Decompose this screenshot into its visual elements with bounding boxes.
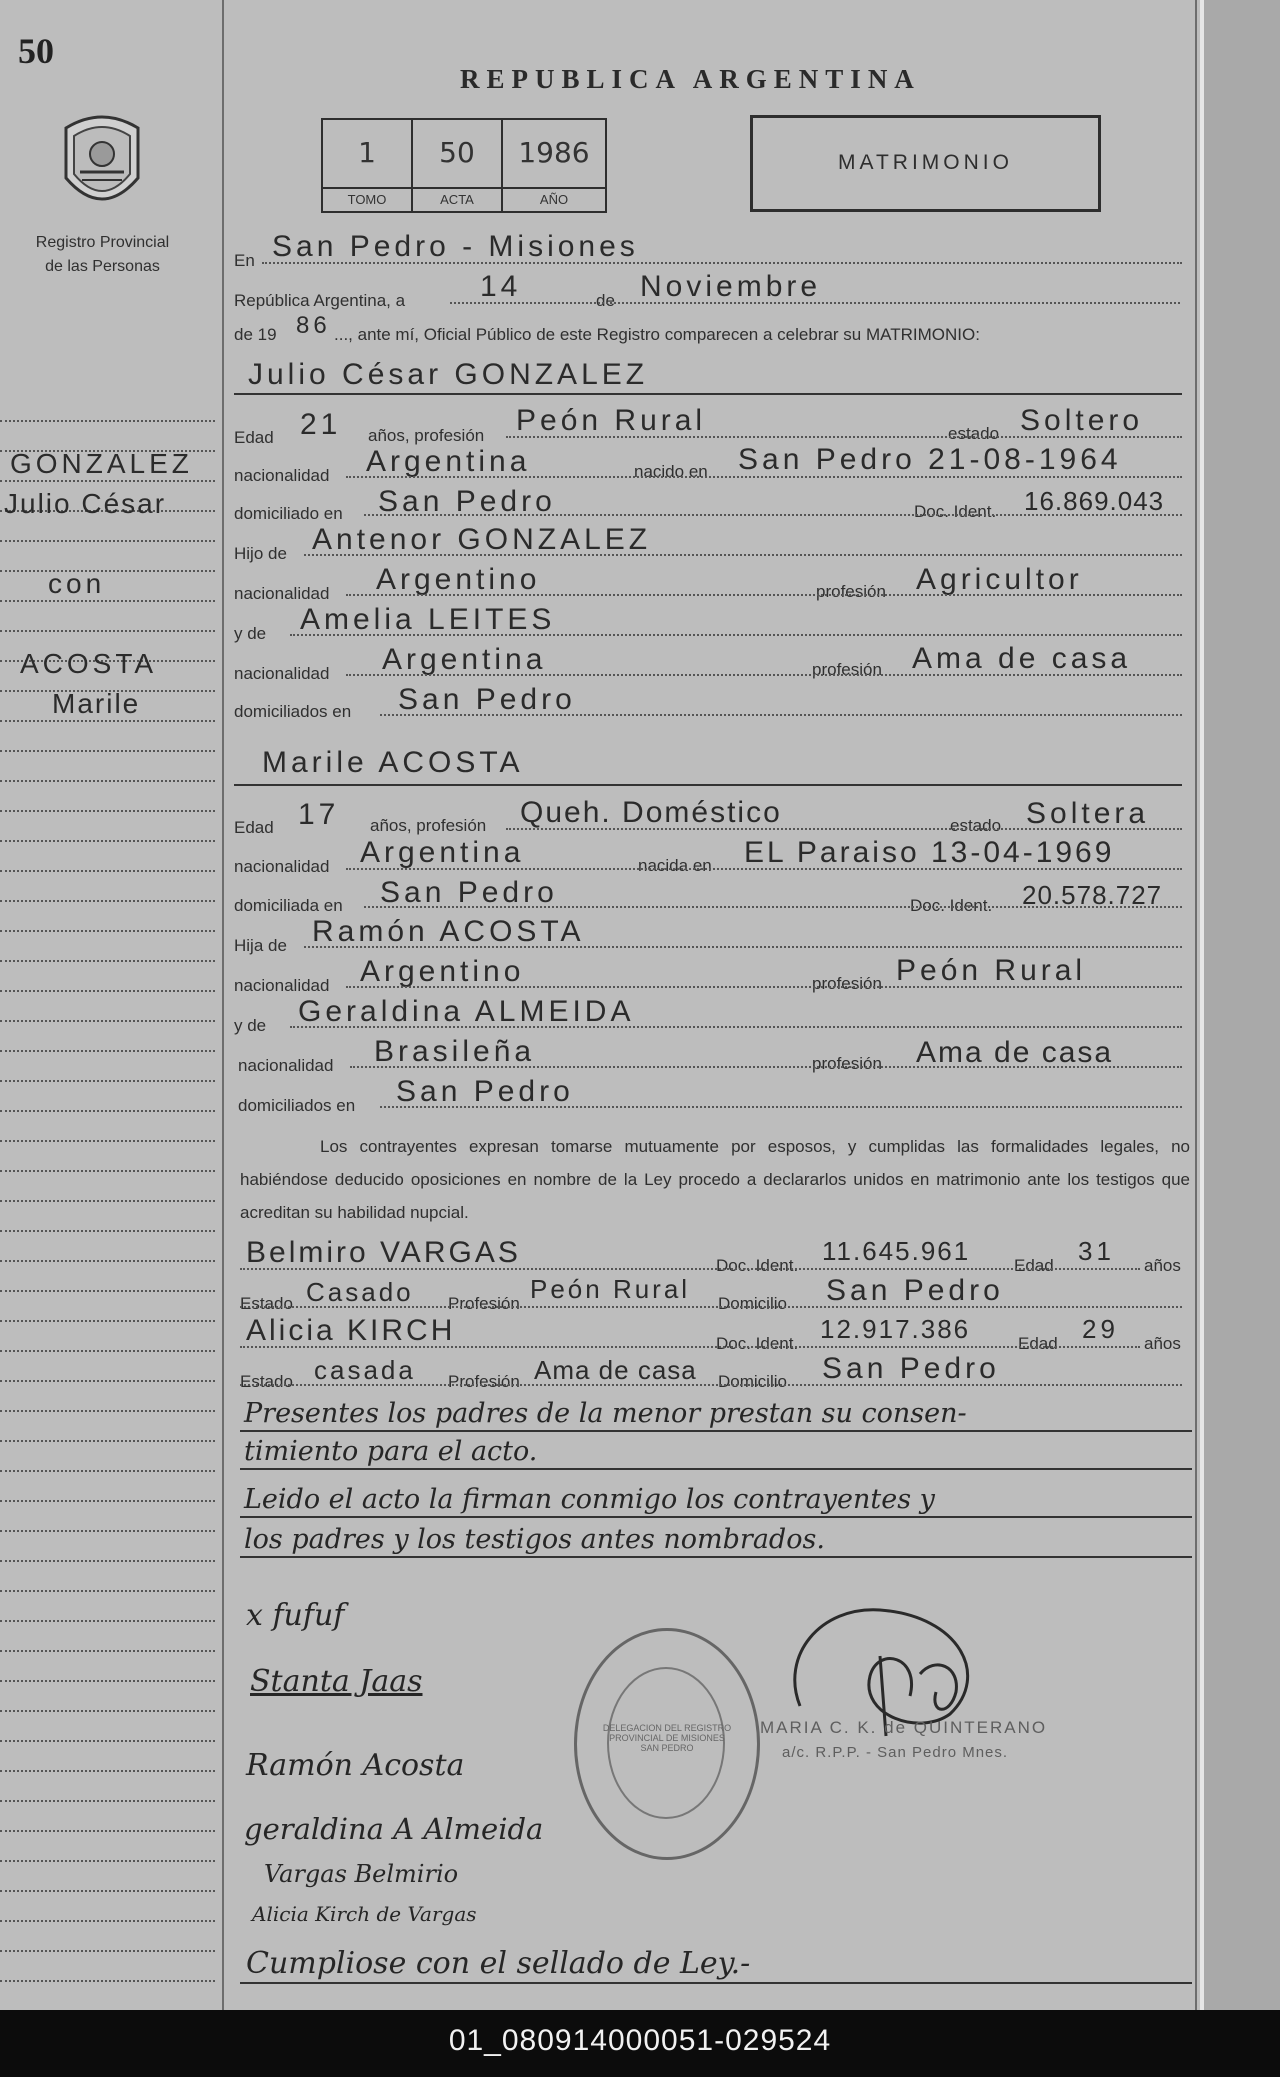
bride-father-prof-label: profesión	[812, 974, 882, 993]
groom-edad-label: Edad	[234, 428, 274, 447]
bride-parents-dom-label: domiciliados en	[238, 1096, 356, 1115]
bride-father-nat: Argentino	[360, 955, 525, 988]
groom-father-prof: Agricultor	[916, 563, 1083, 596]
bride-birth: EL Paraiso 13-04-1969	[744, 836, 1115, 869]
official-seal-stamp	[574, 1628, 760, 1860]
witness2-dom-label: Domicilio	[718, 1372, 787, 1391]
scan-id-label: 01_080914000051-029524	[448, 2024, 832, 2057]
de-label: de	[596, 291, 615, 310]
groom-estado-label: estado	[948, 424, 1000, 443]
margin-column	[0, 0, 225, 2010]
official-role: a/c. R.P.P. - San Pedro Mnes.	[782, 1744, 1009, 1761]
witness1-estado: Casado	[306, 1277, 414, 1307]
groom-mother: Amelia LEITES	[300, 603, 556, 636]
witness2-doc: 12.917.386	[820, 1314, 971, 1344]
place-value: San Pedro - Misiones	[272, 230, 639, 263]
month-value: Noviembre	[640, 270, 822, 303]
groom-mother-prof-label: profesión	[812, 660, 882, 679]
witness1-estado-label: Estado	[240, 1294, 293, 1313]
witness2-line-1	[240, 1346, 1140, 1348]
bride-mother-nat: Brasileña	[374, 1035, 536, 1068]
note-rule-2	[240, 1468, 1192, 1470]
note-line-2: timiento para el acto.	[244, 1436, 538, 1467]
witness2-age: 29	[1082, 1314, 1119, 1344]
groom-age: 21	[300, 408, 342, 441]
bride-edad-label: Edad	[234, 818, 274, 837]
witness2-line-2	[240, 1384, 1182, 1386]
signature-1: x fufuf	[246, 1598, 345, 1633]
signature-2: Stanta Jaas	[250, 1664, 423, 1699]
place-line	[262, 262, 1182, 264]
witness2-anos: años	[1144, 1334, 1181, 1353]
bride-line-8	[380, 1106, 1182, 1108]
witness1-line-2	[240, 1306, 1182, 1308]
province-crest-logo	[56, 108, 148, 220]
bride-doc-label: Doc. Ident.	[910, 896, 993, 915]
bride-parents-dom: San Pedro	[396, 1075, 574, 1108]
groom-line-4	[304, 554, 1182, 556]
bride-age: 17	[298, 798, 340, 831]
note-rule-1	[240, 1430, 1192, 1432]
groom-line-1	[506, 436, 1182, 438]
bride-father-prof: Peón Rural	[896, 954, 1087, 987]
page-edge-strip	[1200, 0, 1280, 2010]
note-line-1: Presentes los padres de la menor prestan su consen-	[244, 1398, 967, 1429]
groom-name-line	[234, 393, 1182, 395]
bride-yde-label: y de	[234, 1016, 267, 1035]
groom-mother-prof: Ama de casa	[912, 642, 1132, 675]
bride-name-line	[234, 784, 1182, 786]
signature-6: Alicia Kirch de Vargas	[252, 1902, 477, 1926]
groom-doc: 16.869.043	[1024, 486, 1165, 516]
country-title: REPUBLICA ARGENTINA	[460, 64, 921, 94]
note-line-4: los padres y los testigos antes nombrados.	[244, 1524, 825, 1555]
margin-groom-surname: GONZALEZ	[10, 448, 193, 479]
groom-profession: Peón Rural	[516, 404, 707, 437]
year-prefix: de 19	[234, 325, 277, 344]
groom-parents-dom-label: domiciliados en	[234, 702, 352, 721]
witness1-domicile: San Pedro	[826, 1274, 1004, 1307]
groom-mother-nat: Argentina	[382, 643, 547, 676]
bride-mother-prof: Ama de casa	[916, 1036, 1114, 1069]
groom-line-2	[346, 476, 1182, 478]
witness2-estado-label: Estado	[240, 1372, 293, 1391]
bride-father-nat-label: nacionalidad	[234, 976, 330, 995]
witness1-name: Belmiro VARGAS	[246, 1236, 521, 1269]
witness1-edad-label: Edad	[1014, 1256, 1054, 1275]
bride-line-3	[364, 906, 1182, 908]
witness2-name: Alicia KIRCH	[246, 1314, 456, 1347]
groom-line-5	[346, 594, 1182, 596]
witness2-edad-label: Edad	[1018, 1334, 1058, 1353]
bride-mother-prof-label: profesión	[812, 1054, 882, 1073]
bride-line-4	[304, 946, 1182, 948]
en-label: En	[234, 251, 255, 270]
bride-nationality: Argentina	[360, 836, 525, 869]
acta-label: ACTA	[413, 187, 501, 207]
bride-nacida-label: nacida en	[638, 856, 712, 875]
registry-line-1: Registro Provincial	[35, 234, 170, 251]
groom-doc-label: Doc. Ident.	[914, 502, 997, 521]
bride-estado-label: estado	[950, 816, 1002, 835]
groom-father-prof-label: profesión	[816, 582, 886, 601]
acta-cell	[413, 120, 503, 211]
groom-name: Julio César GONZALEZ	[248, 358, 649, 391]
witness1-dom-label: Domicilio	[718, 1294, 787, 1313]
bride-domicile: San Pedro	[380, 876, 558, 909]
bride-doc: 20.578.727	[1022, 880, 1163, 910]
bride-profession: Queh. Doméstico	[520, 796, 782, 829]
closing-note: Cumpliose con el sellado de Ley.-	[246, 1946, 751, 1981]
anio-label: AÑO	[503, 187, 605, 207]
date-line	[450, 302, 1180, 304]
document-type: MATRIMONIO	[838, 151, 1013, 174]
groom-anos-label: años, profesión	[368, 426, 485, 445]
acta-value: 50	[439, 136, 475, 169]
seal-text: DELEGACION DEL REGISTRO PROVINCIAL DE MISIONES SAN PEDRO	[602, 1723, 732, 1753]
signature-4: geraldina A Almeida	[244, 1812, 544, 1846]
bride-father: Ramón ACOSTA	[312, 915, 585, 948]
tomo-value: 1	[358, 136, 376, 169]
bride-line-5	[346, 986, 1182, 988]
tomo-cell	[323, 120, 413, 211]
document-type-box	[750, 115, 1101, 212]
margin-divider	[222, 0, 224, 2010]
groom-hijo-label: Hijo de	[234, 544, 287, 563]
bride-mother-nat-label: nacionalidad	[238, 1056, 334, 1075]
groom-mother-nat-label: nacionalidad	[234, 664, 330, 683]
note-line-3: Leido el acto la firman conmigo los contrayentes y	[244, 1484, 935, 1515]
registry-line-2: de las Personas	[45, 258, 160, 275]
bride-line-7	[350, 1066, 1182, 1068]
bride-anos-label: años, profesión	[370, 816, 487, 835]
witness2-profession: Ama de casa	[534, 1355, 697, 1385]
groom-line-6	[290, 634, 1182, 636]
signature-5: Vargas Belmirio	[264, 1860, 459, 1888]
bride-line-1	[506, 828, 1182, 830]
witness1-doc-label: Doc. Ident.	[716, 1256, 799, 1275]
witness1-line-1	[240, 1268, 1140, 1270]
year-suffix: 86	[296, 312, 331, 339]
margin-bride-surname: ACOSTA	[20, 648, 158, 679]
witness1-anos: años	[1144, 1256, 1181, 1275]
right-border-line	[1195, 0, 1197, 2010]
groom-line-7	[346, 674, 1182, 676]
groom-domicile: San Pedro	[378, 485, 556, 518]
groom-estado: Soltero	[1020, 404, 1144, 437]
witness1-age: 31	[1078, 1236, 1115, 1266]
groom-parents-dom: San Pedro	[398, 683, 576, 716]
tomo-label: TOMO	[323, 187, 411, 207]
note-rule-3	[240, 1516, 1192, 1518]
groom-nationality: Argentina	[366, 445, 531, 478]
bride-estado: Soltera	[1026, 797, 1150, 830]
witness2-estado: casada	[314, 1355, 416, 1385]
republica-label: República Argentina, a	[234, 291, 406, 310]
witness1-prof-label: Profesión	[448, 1294, 520, 1313]
intro-text: ..., ante mí, Oficial Público de este Registro comparecen a celebrar su MATRIMONIO:	[334, 325, 980, 344]
signature-3: Ramón Acosta	[246, 1748, 465, 1783]
groom-yde-label: y de	[234, 624, 267, 643]
witness1-doc: 11.645.961	[822, 1236, 971, 1266]
groom-nacido-label: nacido en	[634, 462, 708, 481]
groom-line-3	[364, 514, 1182, 516]
witness2-prof-label: Profesión	[448, 1372, 520, 1391]
witness1-profession: Peón Rural	[530, 1274, 691, 1304]
closing-rule	[240, 1982, 1192, 1984]
groom-father: Antenor GONZALEZ	[312, 523, 652, 556]
official-name: MARIA C. K. de QUINTERANO	[760, 1718, 1048, 1737]
groom-line-8	[380, 714, 1182, 716]
groom-birth: San Pedro 21-08-1964	[738, 443, 1122, 476]
margin-bride-given: Marile	[52, 688, 141, 719]
bride-dom-label: domiciliada en	[234, 896, 343, 915]
bride-mother: Geraldina ALMEIDA	[298, 995, 635, 1028]
witness2-domicile: San Pedro	[822, 1352, 1000, 1385]
tomo-acta-anio-box	[321, 118, 607, 213]
margin-con: con	[48, 568, 106, 599]
day-value: 14	[480, 270, 522, 303]
bride-hija-label: Hija de	[234, 936, 287, 955]
bride-name: Marile ACOSTA	[262, 746, 524, 779]
anio-cell	[503, 120, 605, 211]
declaration-text: Los contrayentes expresan tomarse mutuamente por esposos, y cumplidas las formalidades legales, no habiéndose deducido oposiciones en nombre de la Ley procedo a declararlos unidos en matrimonio ante los testigos que acreditan su habilidad nupcial.	[240, 1137, 1190, 1222]
groom-father-nat-label: nacionalidad	[234, 584, 330, 603]
groom-nac-label: nacionalidad	[234, 466, 330, 485]
bride-nac-label: nacionalidad	[234, 857, 330, 876]
page-number: 50	[18, 31, 54, 71]
anio-value: 1986	[518, 136, 590, 169]
bride-line-2	[346, 868, 1182, 870]
groom-father-nat: Argentino	[376, 563, 541, 596]
bride-line-6	[290, 1026, 1182, 1028]
groom-dom-label: domiciliado en	[234, 504, 343, 523]
note-rule-4	[240, 1556, 1192, 1558]
margin-groom-given: Julio César	[4, 488, 167, 519]
witness2-doc-label: Doc. Ident.	[716, 1334, 799, 1353]
